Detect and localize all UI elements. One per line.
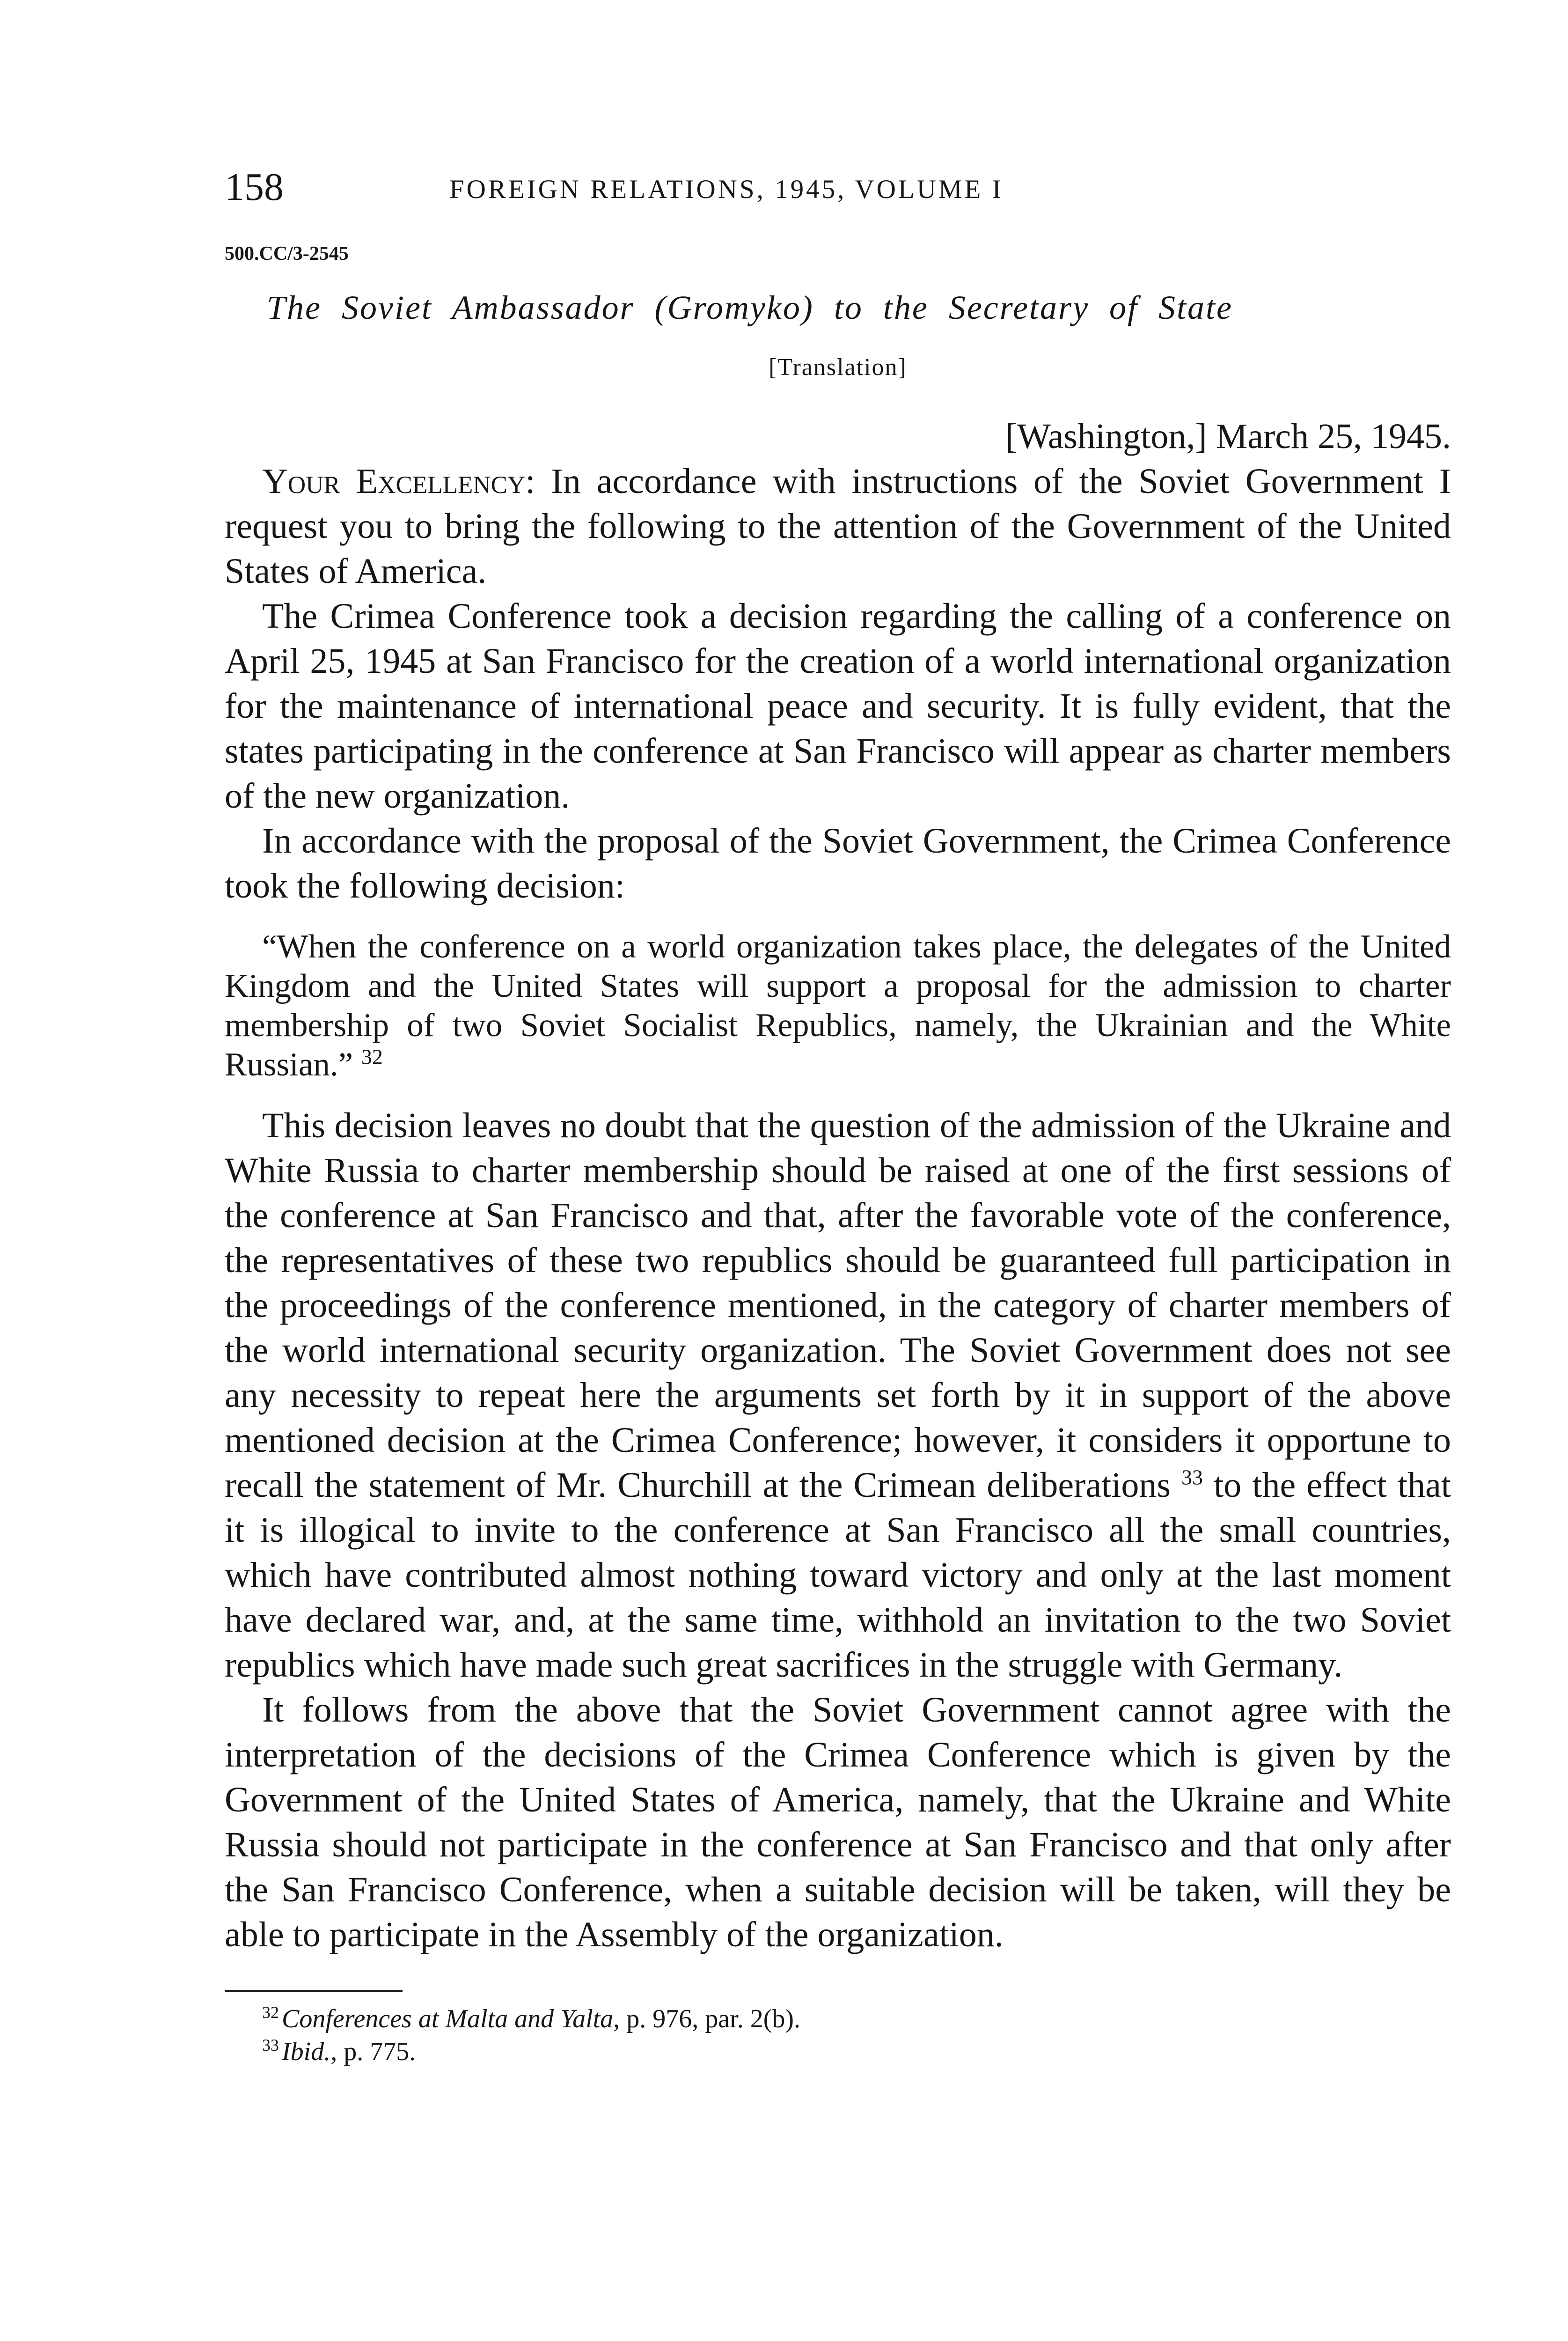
translation-note: [Translation]: [769, 354, 907, 381]
footnotes: [225, 2002, 1451, 2068]
dateline: [Washington,] March 25, 1945.: [1005, 417, 1451, 456]
running-title: FOREIGN RELATIONS, 1945, VOLUME I: [449, 175, 1004, 204]
footnote-source: Conferences at Malta and Yalta: [282, 2004, 614, 2033]
quoted-decision: [225, 927, 1451, 1084]
paragraph-1: Your Excellency: In accordance with instructions of the Soviet Government I request you to bring the following to the attention of the Government of the United States of America.: [225, 462, 1451, 591]
paragraph-5: It follows from the above that the Soviet Government cannot agree with the interpretation of the decisions of the Crimea Conference which is given by the Government of the United States of America, namely, that the Ukraine and White Russia should not participate in the conference at San Francisco and that only after the San Francisco Conference, when a suitable decision will be taken, will they be able to participate in the Assembly of the organization.: [225, 1690, 1451, 1954]
footnote-ref-33: 33: [1181, 1465, 1203, 1489]
salutation: Your Excellency: [262, 462, 526, 501]
footnote-source: Ibid.: [282, 2037, 331, 2066]
paragraph-1-text: In accordance with instructions of the Soviet Government I request you to bring the following to the attention of the Government of the United States of America.: [225, 462, 1451, 591]
page-number: 158: [225, 165, 284, 209]
paragraph-4-text-b: to the effect that it is illogical to invite to the conference at San Francisco all the small countries, which have contributed almost nothing toward victory and only at the last moment have declared war, and, at the same time, withhold an invitation to the two Soviet republics which have made such great sacrifices in the struggle with Germany.: [225, 1465, 1451, 1685]
footnote-detail: , p. 976, par. 2(b).: [613, 2004, 801, 2033]
paragraph-3: In accordance with the proposal of the Soviet Government, the Crimea Conference took the following decision:: [225, 821, 1451, 905]
page-content: [225, 165, 1451, 2068]
letter-body: [225, 459, 1451, 1957]
quoted-decision-text: “When the conference on a world organization takes place, the delegates of the United Kingdom and the United States will support a proposal for the admission to charter membership of two Soviet Socialist Republics, namely, the Ukrainian and the White Russian.”: [225, 928, 1451, 1083]
paragraph-4: [225, 1103, 1451, 1687]
running-header: [225, 165, 1451, 230]
footnote-marker: 33: [262, 2036, 279, 2055]
paragraph-2: The Crimea Conference took a decision regarding the calling of a conference on April 25, 1945 at San Francisco for the creation of a world international organization for the maintenance of international peace and security. It is fully evident, that the states participating in the conference at San Francisco will appear as charter members of the new organization.: [225, 596, 1451, 816]
footnote-divider: [225, 1990, 403, 1992]
footnote-33: [225, 2035, 1451, 2068]
paragraph-4-text-a: This decision leaves no doubt that the question of the admission of the Ukraine and White Russia to charter membership should be raised at one of the first sessions of the conference at San Francisco and that, after the favorable vote of the conference, the representatives of these two republics should be guaranteed full participation in the proceedings of the conference mentioned, in the category of charter members of the world international security organization. The Soviet Government does not see any necessity to repeat here the arguments set forth by it in support of the above mentioned decision at the Crimea Conference; however, it considers it opportune to recall the statement of Mr. Churchill at the Crimean deliberations: [225, 1106, 1451, 1505]
footnote-ref-32: 32: [361, 1045, 383, 1069]
document-file-number: 500.CC/3-2545: [225, 243, 349, 265]
footnote-detail: , p. 775.: [330, 2037, 416, 2066]
footnote-32: [225, 2002, 1451, 2035]
document-title: The Soviet Ambassador (Gromyko) to the Secretary of State: [267, 289, 1233, 326]
footnote-marker: 32: [262, 2003, 279, 2022]
